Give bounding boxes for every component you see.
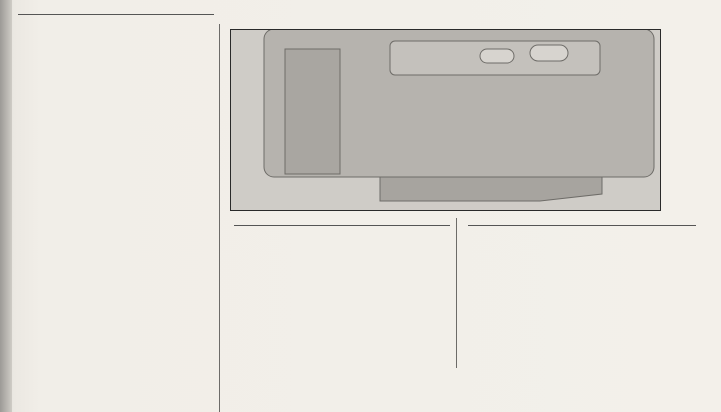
- header-num: [18, 8, 52, 9]
- header-circuit: [52, 8, 170, 9]
- mid-fuse-table: [234, 220, 450, 226]
- fuse-box-svg: [230, 29, 661, 211]
- left-fuse-table: [18, 8, 214, 15]
- mid-table-header: [234, 220, 450, 226]
- relay-socket-oval: [530, 45, 568, 61]
- fuse-box-base: [380, 177, 602, 201]
- column-divider: [219, 24, 220, 412]
- left-table-header: [18, 8, 214, 15]
- page-fold-shadow: [0, 0, 12, 412]
- header-value: [170, 8, 214, 9]
- large-fuse-bay: [285, 49, 340, 174]
- column-divider-2: [456, 218, 457, 368]
- relay-socket-oval-2: [480, 49, 514, 63]
- right-fuse-table: [468, 220, 696, 226]
- fuse-box-diagram: [230, 29, 661, 211]
- right-table-header: [468, 220, 696, 226]
